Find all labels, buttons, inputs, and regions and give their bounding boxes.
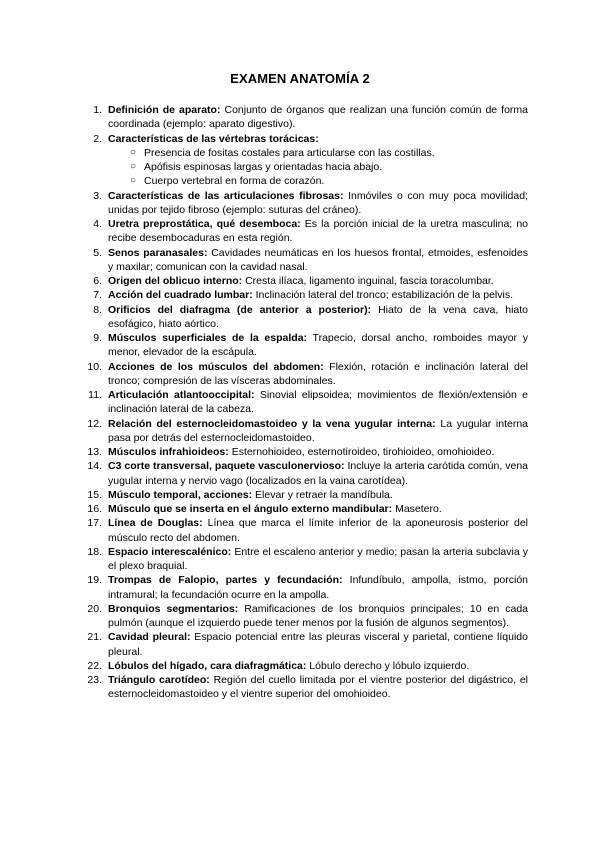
list-item [72, 659, 528, 673]
item-number: 9. [93, 332, 102, 344]
item-term: Músculo temporal, acciones: [108, 488, 253, 501]
item-term: Línea de Douglas: [108, 517, 203, 530]
item-number: 17. [87, 517, 102, 530]
item-number: 1. [93, 104, 102, 116]
item-term: Cavidad pleural: [108, 631, 191, 644]
list-item [72, 445, 528, 459]
list-item [72, 189, 528, 218]
item-number: 20. [87, 602, 102, 615]
item-number: 12. [87, 417, 102, 430]
list-item [72, 573, 528, 602]
list-item [72, 274, 528, 288]
item-number: 21. [87, 631, 102, 644]
item-number: 18. [87, 545, 102, 558]
item-term: Triángulo carotídeo: [108, 674, 210, 686]
item-number: 5. [93, 246, 102, 259]
item-term: Origen del oblicuo interno: [108, 275, 243, 287]
item-number: 22. [87, 659, 102, 672]
item-term: Orificios del diafragma (de anterior a posterior): [108, 303, 372, 316]
item-description: Es la porción inicial de la uretra masculina; no recibe desembocaduras en esta región. [108, 218, 529, 245]
item-term: Trompas de Falopio, partes y fecundación: [108, 574, 343, 587]
item-term: Acción del cuadrado lumbar: [108, 289, 253, 302]
circle-bullet-icon: ○ [130, 175, 137, 187]
item-number: 14. [87, 460, 102, 473]
item-description: Incluye la arteria carótida común, vena yugular interna y nervio vago (localizados en la vaina carotídea). [108, 460, 529, 487]
circle-bullet-icon: ○ [130, 146, 137, 158]
list-item [72, 545, 528, 574]
item-description: Hiato de la vena cava, hiato esofágico, hiato aórtico. [108, 303, 528, 330]
item-description: Cavidades neumáticas en los huesos frontal, etmoides, esfenoides y maxilar; comunican con la cavidad nasal. [108, 246, 528, 273]
item-term: Músculo que se inserta en el ángulo externo mandibular: [108, 503, 393, 515]
item-description: Cresta ilíaca, ligamento inguinal, fascia toracolumbar. [245, 275, 494, 287]
circle-bullet-icon: ○ [130, 161, 137, 172]
list-item [72, 673, 528, 702]
item-description: La yugular interna pasa por detrás del esternocleidomastoideo. [108, 417, 529, 444]
item-term: Senos paranasales: [108, 246, 208, 259]
item-number: 6. [93, 275, 102, 287]
list-item [72, 331, 528, 360]
item-number: 10. [87, 360, 102, 373]
sub-item-text: Cuerpo vertebral en forma de corazón. [144, 175, 325, 188]
item-term: Uretra preprostática, qué desemboca: [108, 218, 301, 230]
page-title: EXAMEN ANATOMÍA 2 [230, 71, 370, 86]
item-description: Masetero. [395, 503, 442, 515]
sub-list-item [108, 160, 528, 174]
item-number: 15. [87, 488, 102, 501]
item-description: Conjunto de órganos que realizan una función común de forma coordinada (ejemplo: aparato digestivo). [108, 104, 529, 131]
list-item [72, 602, 528, 631]
item-description: Esternohioideo, esternotiroideo, tirohioideo, omohioideo. [231, 446, 495, 458]
list-item [72, 132, 528, 189]
sub-item-text: Apófisis espinosas largas y orientadas hacia abajo. [144, 161, 383, 173]
item-description: Inclinación lateral del tronco; estabilización de la pelvis. [255, 289, 514, 302]
list-item [72, 630, 528, 659]
item-description: Lóbulo derecho y lóbulo izquierdo. [309, 659, 470, 672]
item-number: 8. [93, 303, 102, 316]
list-item [72, 459, 528, 488]
sub-list-item [108, 146, 528, 160]
list-item [72, 502, 528, 516]
item-term: Músculos infrahioideos: [108, 446, 229, 458]
item-number: 13. [87, 446, 102, 458]
item-number: 2. [93, 132, 102, 145]
list-item [72, 217, 528, 246]
item-term: Relación del esternocleidomastoideo y la vena yugular interna: [108, 417, 436, 430]
item-term: Características de las vértebras torácicas: [108, 132, 319, 145]
list-item [72, 388, 528, 417]
item-description: Infundíbulo, ampolla, istmo, porción intramural; la fecundación ocurre en la ampolla. [108, 574, 529, 601]
list-item [72, 417, 528, 446]
item-description: Entre el escaleno anterior y medio; pasan la arteria subclavia y el plexo braquial. [108, 545, 528, 572]
item-term: Bronquios segmentarios: [108, 602, 239, 615]
item-description: Ramificaciones de los bronquios principales; 10 en cada pulmón (aunque el izquierdo puede tener menos por la fusión de algunos segmentos). [108, 602, 528, 629]
item-number: 16. [87, 503, 102, 515]
item-term: Lóbulos del hígado, cara diafragmática: [108, 659, 307, 672]
item-term: Definición de aparato: [108, 104, 221, 116]
item-term: Características de las articulaciones fibrosas: [108, 189, 344, 202]
item-description: Espacio potencial entre las pleuras visceral y parietal, contiene líquido pleural. [108, 631, 528, 658]
list-item [72, 246, 528, 275]
item-description: Flexión, rotación e inclinación lateral del tronco; compresión de las vísceras abdominales. [108, 360, 528, 387]
item-description: Elevar y retraer la mandíbula. [255, 488, 393, 501]
item-description: Inmóviles o con muy poca movilidad; unidas por tejido fibroso (ejemplo: suturas del cráneo). [108, 189, 528, 216]
item-description: Línea que marca el límite inferior de la aponeurosis posterior del músculo recto del abdomen. [108, 517, 528, 544]
item-number: 7. [93, 289, 102, 302]
item-description: Sinovial elipsoidea; movimientos de flexión/extensión e inclinación lateral de la cabeza. [108, 389, 528, 416]
item-term: Espacio interescalénico: [108, 545, 232, 558]
item-description: Región del cuello limitada por el vientre posterior del digástrico, el esternocleidomastoideo y el vientre superior del omohioideo. [108, 674, 528, 701]
item-number: 19. [87, 574, 102, 587]
sub-item-text: Presencia de fositas costales para articularse con las costillas. [144, 146, 435, 159]
item-description: Trapecio, dorsal ancho, romboides mayor y menor, elevador de la escápula. [108, 332, 528, 359]
list-item [72, 360, 528, 389]
item-number: 4. [93, 218, 102, 230]
list-item [72, 303, 528, 332]
sub-list [108, 146, 528, 189]
sub-list-item [108, 174, 528, 188]
item-term: C3 corte transversal, paquete vasculonervioso: [108, 460, 345, 473]
exam-question-list [72, 103, 528, 702]
item-term: Acciones de los músculos del abdomen: [108, 360, 324, 373]
item-term: Músculos superficiales de la espalda: [108, 332, 308, 344]
item-number: 23. [87, 674, 102, 686]
item-number: 3. [93, 189, 102, 202]
list-item [72, 488, 528, 502]
list-item [72, 103, 528, 132]
item-number: 11. [88, 389, 102, 401]
list-item [72, 288, 528, 302]
list-item [72, 516, 528, 545]
item-term: Articulación atlantooccipital: [108, 389, 255, 401]
